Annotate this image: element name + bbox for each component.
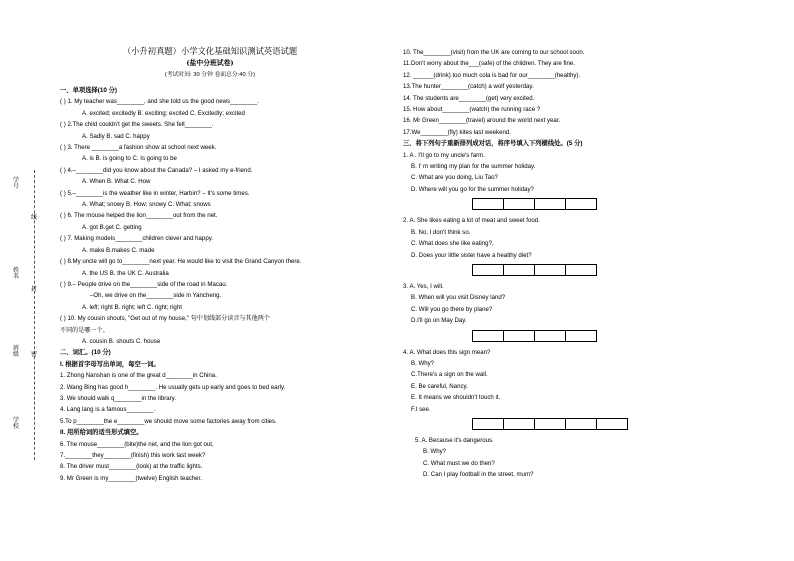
answer-options: A. excited; excitedly B. exciting; excited C. Excitedly; excited (82, 109, 245, 117)
part-2-heading: II. 用所给词的适当形式填空。 (60, 429, 143, 437)
dialog-group (403, 215, 783, 275)
fill-item: 8. The driver must________(look) at the traffic lights. (60, 463, 203, 471)
answer-box[interactable] (472, 198, 504, 210)
dialog-line: F.I see. (411, 405, 431, 413)
answer-options: A. left; right B. right; left C. right; right (82, 303, 182, 311)
dialog-line: D. Where will you go for the summer holiday? (411, 185, 534, 193)
question-text: ( ) 2.The child couldn't get the sweets. She felt________. (60, 121, 214, 129)
dialog-group (403, 281, 783, 341)
answer-boxes (473, 330, 783, 341)
question-text: ( ) 6. The mouse helped the lion________out from the net. (60, 212, 218, 220)
dialog-line: 4. A. What does this sign mean? (403, 348, 491, 356)
question-text-continued: –Oh, we drive on the________side in Yancheng. (90, 292, 222, 300)
fill-item: 6. The mouse________(bite)the net, and the lion got out, (60, 440, 214, 448)
answer-box[interactable] (565, 418, 597, 430)
answer-options: A. is B. is going to C. Is going to be (82, 155, 177, 163)
section-1-heading: 一、单项选择(10 分) (60, 87, 118, 94)
fill-item: 10. The________(visit) from the UK are coming to our school soon. (403, 49, 585, 56)
dialog-group (403, 347, 783, 429)
margin-mark-seal: 封 (31, 287, 38, 293)
fill-item: 16. Mr Green________(travel) around the world next year. (403, 117, 561, 125)
exam-title: （小升初真题）小学文化基础知识测试英语试题 (122, 46, 298, 56)
margin-mark-secret: 密 (31, 352, 38, 358)
answer-options: A. the US B. the UK C. Australia (82, 269, 169, 277)
mc-question (60, 313, 390, 347)
dialog-line: 1. A . I'll go to my uncle's farm. (403, 151, 485, 159)
mc-question (60, 210, 390, 233)
cut-line (34, 170, 35, 460)
mc-question (60, 96, 390, 119)
fill-item: 13.The hunter________(catch) a wolf yesterday. (403, 83, 534, 91)
margin-mark-line: 线 (31, 215, 38, 221)
dialog-line: 5. A. Because it's dangerous. (415, 436, 494, 444)
answer-options: A. Sadly B. sad C. happy (82, 132, 150, 140)
fill-item: 5.To p________the e________we should move some factories away from cities. (60, 417, 277, 425)
left-column (60, 45, 390, 484)
answer-box[interactable] (503, 264, 535, 276)
question-text: ( ) 4.–________did you know about the Canada? – I asked my e-friend. (60, 166, 253, 174)
dialog-line: 2. A. She likes eating a lot of meat and sweet food. (403, 217, 540, 225)
answer-box[interactable] (534, 330, 566, 342)
fill-item: 2. Wang Bing has good h________. He usually gets up early and goes to bed early. (60, 383, 286, 391)
answer-box[interactable] (472, 264, 504, 276)
answer-options: A. What; snowy B. How; snowy C. What; snows (82, 201, 211, 209)
exam-subtitle: (盐中分班试卷) (186, 59, 234, 67)
mc-question (60, 256, 390, 279)
mc-question (60, 233, 390, 256)
answer-box[interactable] (534, 264, 566, 276)
dialog-line: B. No, I don't think so. (411, 228, 471, 236)
dialog-line: C. What does she like eating?, (411, 240, 494, 248)
dialog-line: B. Why? (423, 448, 447, 456)
dialog-line: 3. A. Yes, I will. (403, 282, 444, 290)
answer-box[interactable] (565, 264, 597, 276)
margin-label-name: 姓名 (12, 268, 19, 280)
dialog-line: B. When will you visit Disney land? (411, 294, 506, 302)
answer-boxes (473, 418, 783, 429)
dialog-line: D.I'll go on May Day. (411, 317, 467, 325)
fill-item: 14. The students are________(get) very excited. (403, 94, 535, 102)
dialog-line: B. I' m writing my plan for the summer holiday. (411, 163, 536, 171)
question-text-continued: 不同的是哪一个。 (60, 326, 109, 334)
answer-box[interactable] (596, 418, 628, 430)
answer-box[interactable] (534, 418, 566, 430)
question-text: ( ) 7. Making models________children clever and happy. (60, 235, 213, 243)
answer-options: A. make B.makes C. made (82, 246, 155, 254)
dialog-line: C. Will you go there by plane? (411, 305, 493, 313)
right-column (403, 47, 783, 481)
fill-item: 12. ______(drink) too much cola is bad for our________(healthy). (403, 71, 581, 79)
fill-item: 15. How about________(watch) the running race ? (403, 106, 541, 114)
exam-meta: (考试时间: 30 分钟 卷面总分:40 分) (164, 72, 256, 78)
dialog-line: B. Why? (411, 359, 435, 367)
mc-question (60, 279, 390, 313)
fill-item: 7.________they________(finish) this work last week? (60, 452, 206, 459)
mc-question (60, 188, 390, 211)
answer-options: A. got B.get C. getting (82, 223, 142, 231)
binding-margin (0, 0, 52, 561)
margin-label-student-id: 学号 (12, 178, 19, 190)
answer-box[interactable] (503, 198, 535, 210)
fill-item: 11.Don't worry about the___(safe) of the children. They are fine. (403, 60, 575, 68)
mc-question (60, 142, 390, 165)
section-2-heading: 二、词汇。(10 分) (60, 349, 111, 357)
dialog-line: C.There's a sign on the wall. (411, 371, 488, 379)
dialog-line: E. Be careful, Nancy. (411, 382, 468, 390)
dialog-group (403, 435, 783, 481)
part-1-heading: I. 根据首字母写出单词，每空一词。 (60, 360, 160, 368)
answer-box[interactable] (472, 330, 504, 342)
fill-item: 1. Zhong Nanshan is one of the great d________in China. (60, 372, 217, 380)
margin-label-school: 学校 (12, 418, 19, 430)
dialog-group (403, 150, 783, 210)
question-text: ( ) 5.–________is the weather like in winter, Harbin? – It's some times. (60, 189, 250, 197)
answer-options: A. cousin B. shouts C. house (82, 337, 161, 345)
question-text: ( ) 9.– People drive on the________side of the road in Macau. (60, 280, 228, 288)
fill-item: 9. Mr Green is my________(twelve) English teacher. (60, 474, 202, 482)
dialog-line: C. What are you doing, Liu Tao? (411, 174, 498, 182)
dialog-line: C. What must we do then? (423, 459, 495, 467)
dialog-line: E. It means we shouldn't touch it. (411, 394, 501, 402)
fill-item: 4. Lang lang is a famous________. (60, 406, 156, 414)
answer-box[interactable] (503, 418, 535, 430)
question-text: ( ) 10. My cousin shouts, "Get out of my house," 句中划线部分读音与其他两个 (60, 315, 270, 323)
answer-box[interactable] (534, 198, 566, 210)
answer-boxes (473, 198, 783, 209)
answer-box[interactable] (565, 330, 597, 342)
answer-box[interactable] (472, 418, 504, 430)
answer-boxes (473, 264, 783, 275)
answer-box[interactable] (503, 330, 535, 342)
question-text: ( ) 1. My teacher was________, and she told us the good news________. (60, 98, 259, 106)
answer-options: A. When B. What C. How (82, 178, 151, 186)
fill-item: 17.We________(fly) kites last weekend. (403, 128, 511, 136)
mc-question (60, 119, 390, 142)
question-text: ( ) 8.My uncle will go to________next year. He would like to visit the Grand Canyon there. (60, 258, 302, 266)
margin-label-class: 班级 (12, 346, 19, 358)
dialog-line: D. Can I play football in the street, mum? (423, 471, 534, 479)
mc-question (60, 165, 390, 188)
fill-item: 3. We should walk q________in the library. (60, 394, 176, 402)
question-text: ( ) 3. There ________a fashion show at school next week. (60, 144, 217, 152)
answer-box[interactable] (565, 198, 597, 210)
dialog-line: D. Does your little sister have a healthy diet? (411, 251, 532, 259)
section-3-heading: 三、将下列句子重新排列成对话，将序号填入下列横线处。(5 分) (403, 140, 583, 148)
